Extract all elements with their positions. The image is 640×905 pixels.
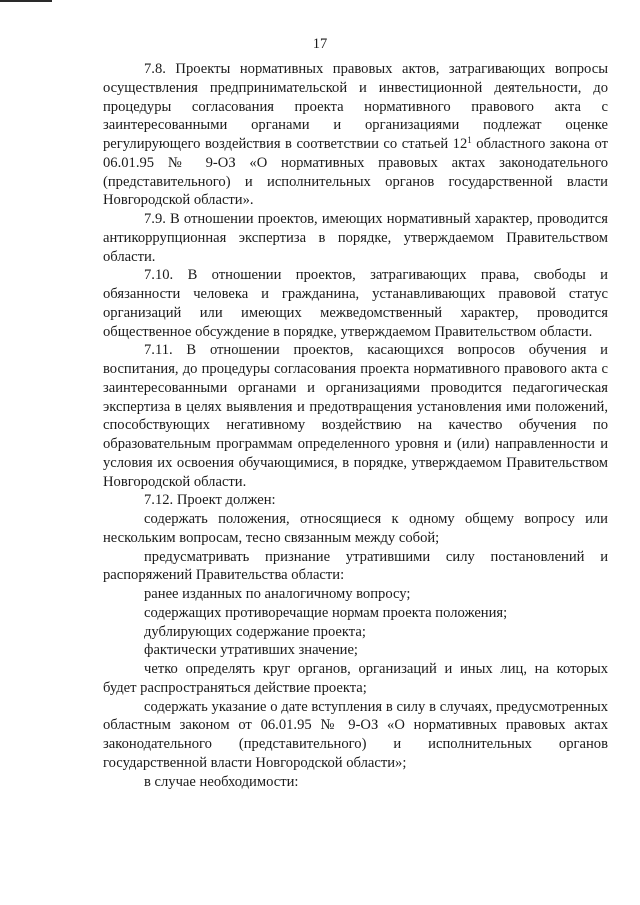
list-item: ранее изданных по аналогичному вопросу; <box>144 586 411 602</box>
page-number: 17 <box>312 36 328 52</box>
list-item: четко определять круг органов, организаций и иных лиц, на которых будет распространяться действие проекта; <box>103 661 608 696</box>
paragraph-7-10: 7.10. В отношении проектов, затрагивающих права, свободы и обязанности человека и гражданина, устанавливающих правовой статус организаций или имеющих межведомственный характер, проводится общественное обсуждение в порядке, утверждаемом Правительством области. <box>103 267 608 340</box>
paragraph-7-9: 7.9. В отношении проектов, имеющих нормативный характер, проводится антикоррупционная экспертиза в порядке, утверждаемом Правительством области. <box>103 211 608 265</box>
list-item: содержать положения, относящиеся к одному общему вопросу или нескольким вопросам, тесно связанным между собой; <box>103 511 608 546</box>
scan-corner-mark <box>0 0 52 2</box>
paragraph-7-8 <box>103 60 608 210</box>
list-item: предусматривать признание утратившими силу постановлений и распоряжений Правительства области: <box>103 548 608 584</box>
list-item: фактически утративших значение; <box>144 642 358 659</box>
paragraph-7-11: 7.11. В отношении проектов, касающихся вопросов обучения и воспитания, до процедуры согласования проекта нормативного правового акта с заинтересованными органами и организациями проводится педагогическая экспертиза в целях выявления и предотвращения установления ими положений, способствующих негативному воздействию на качество обучения по образовательным программам определенного уровня и (или) направленности и условия их освоения обучающимися, в порядке, утверждаемом Правительством Новгородской области. <box>103 342 608 490</box>
document-body <box>103 60 608 791</box>
paragraph-7-8-text: 7.8. Проекты нормативных правовых актов, затрагивающих вопросы осуществления предпринимательской и инвестиционной деятельности, до процедуры согласования проекта нормативного правового акта с заинтересованными органами и организациями подлежат оценке регулирующего воздействия в соответствии со статьей 12 <box>103 61 608 152</box>
list-item: в случае необходимости: <box>144 773 299 790</box>
article-superscript: 1 <box>467 135 472 145</box>
list-item: содержать указание о дате вступления в силу в случаях, предусмотренных областным законом от 06.01.95 № 9-ОЗ «О нормативных правовых актах законодательного (представительного) и исполнительных органов государственной власти Новгородской области»; <box>103 698 608 771</box>
paragraph-7-8-text-continued: областного закона от 06.01.95 № 9-ОЗ «О нормативных правовых актах законодательного (представительного) и исполнительных органов государственной власти Новгородской области». <box>103 136 608 209</box>
list-item: содержащих противоречащие нормам проекта положения; <box>144 604 508 621</box>
paragraph-7-12-heading: 7.12. Проект должен: <box>144 492 276 509</box>
list-item: дублирующих содержание проекта; <box>144 623 366 640</box>
